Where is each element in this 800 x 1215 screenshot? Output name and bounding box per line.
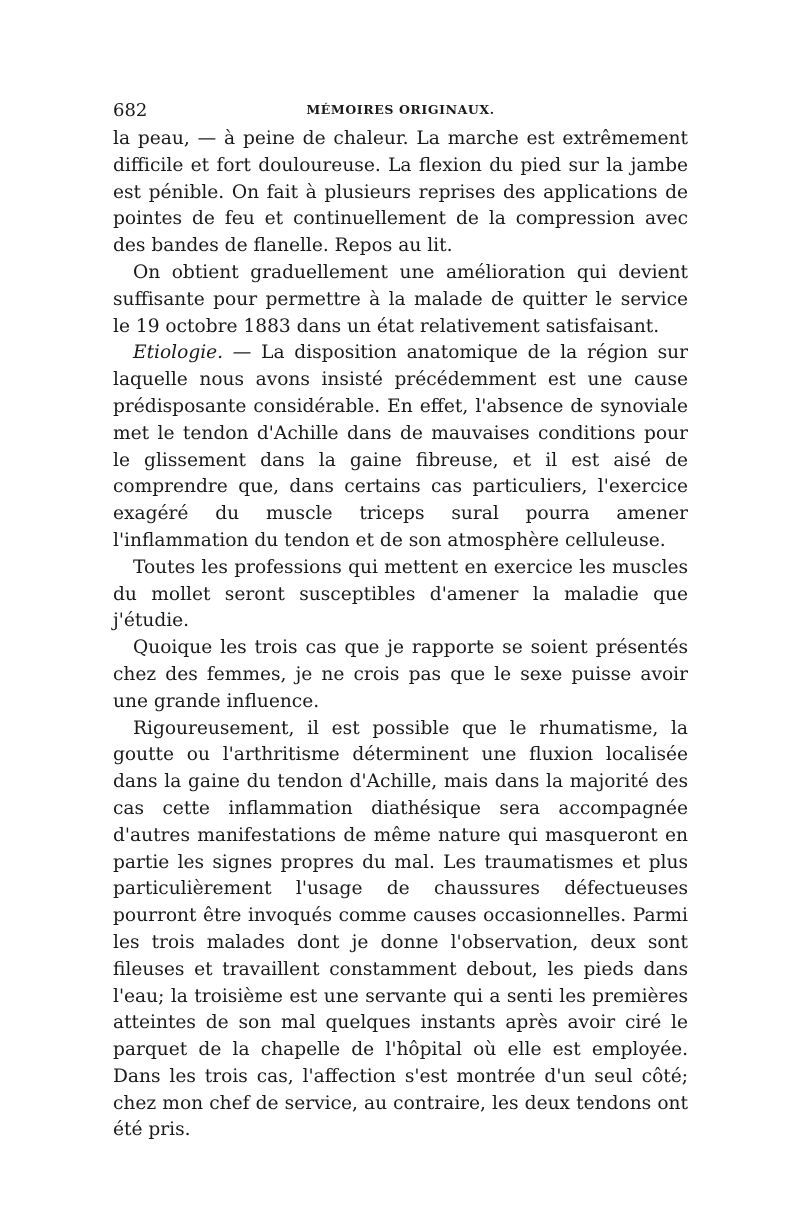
book-page — [113, 100, 688, 1144]
page-number: 682 — [113, 100, 148, 121]
section-heading-etiologie: Etiologie. — — [133, 342, 252, 364]
paragraph-5: Quoique les trois cas que je rapporte se soient présentés chez des femmes, je ne crois pas que le sexe puisse avoir une grande influence. — [113, 637, 688, 712]
running-head: MÉMOIRES ORIGINAUX. — [306, 102, 495, 117]
body-text — [113, 126, 688, 1144]
paragraph-4: Toutes les professions qui mettent en exercice les muscles du mollet seront susceptibles d'amener la maladie que j'étudie. — [113, 556, 688, 632]
paragraph-1: la peau, — à peine de chaleur. La marche est extrêmement difficile et fort douloureuse. La flexion du pied sur la jambe est pénible. On fait à plusieurs reprises des applications de pointes de feu et continuellement de la compression avec des bandes de flanelle. Repos au lit. — [113, 128, 688, 257]
paragraph-6: Rigoureusement, il est possible que le rhumatisme, la goutte ou l'arthritisme déterminent une fluxion localisée dans la gaine du tendon d'Achille, mais dans la majorité des cas cette inflammation diathésique sera accompagnée d'autres manifestations de même nature qui masqueront en partie les signes propres du mal. Les traumatismes et plus particulièrement l'usage de chaussures défectueuses pourront être invoqués comme causes occasionnelles. Parmi les trois malades dont je donne l'observation, deux sont fileuses et travaillent constamment debout, les pieds dans l'eau; la troisième est une servante qui a senti les premières atteintes de son mal quelques instants après avoir ciré le parquet de la chapelle de l'hôpital où elle est employée. Dans les trois cas, l'affection s'est montrée d'un seul côté; chez mon chef de service, au contraire, les deux tendons ont été pris. — [113, 717, 688, 1141]
paragraph-3-text: La disposition anatomique de la région sur laquelle nous avons insisté précédemment est une cause prédisposante considérable. En effet, l'absence de synoviale met le tendon d'Achille dans de mauvaises conditions pour le glissement dans la gaine fibreuse, et il est aisé de comprendre que, dans certains cas particuliers, l'exercice exagéré du muscle triceps sural pourra amener l'inflammation du tendon et de son atmosphère celluleuse. — [113, 342, 688, 551]
paragraph-etiologie — [113, 340, 688, 554]
paragraph-2: On obtient graduellement une amélioration qui devient suffisante pour permettre à la malade de quitter le service le 19 octobre 1883 dans un état relativement satisfaisant. — [113, 261, 688, 337]
page-header — [113, 100, 688, 126]
